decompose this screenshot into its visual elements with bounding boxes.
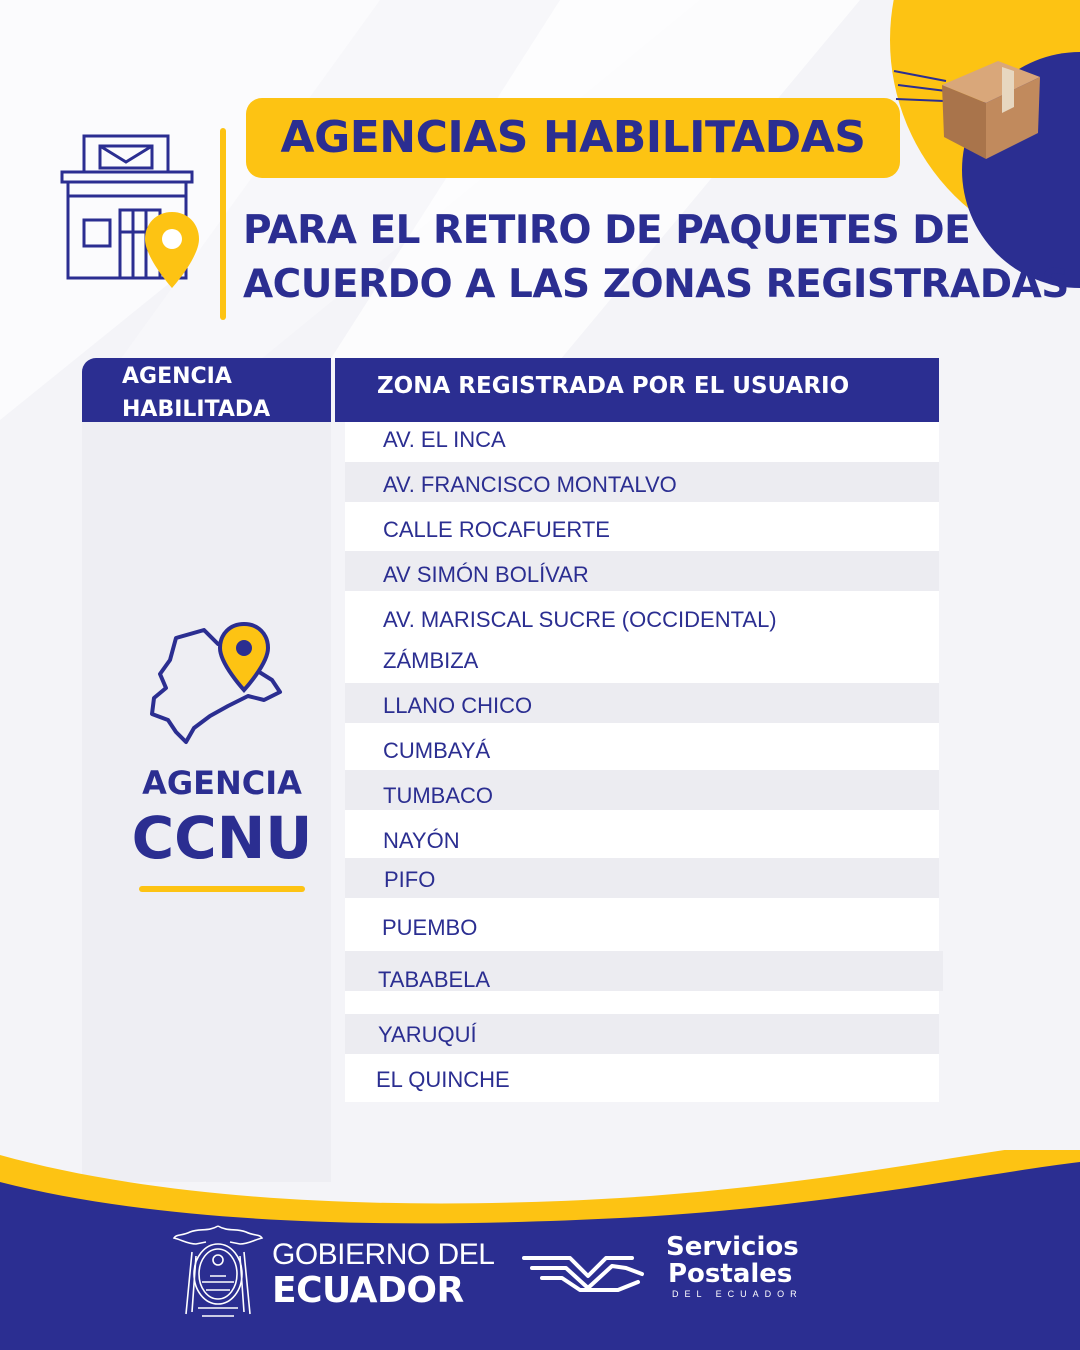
zone-item: LLANO CHICO xyxy=(383,693,533,718)
zone-item: YARUQUÍ xyxy=(378,1022,477,1047)
zone-item: TUMBACO xyxy=(383,783,493,808)
zone-item: EL QUINCHE xyxy=(376,1067,510,1092)
zone-item: ZÁMBIZA xyxy=(383,648,479,673)
zone-item: NAYÓN xyxy=(383,828,460,853)
zone-item: AV. EL INCA xyxy=(383,427,506,452)
page-title: AGENCIAS HABILITADAS xyxy=(280,112,866,163)
zone-item: PUEMBO xyxy=(382,915,478,940)
zone-item: PIFO xyxy=(384,867,436,892)
agency-column-header xyxy=(82,358,331,422)
map-pin-icon xyxy=(146,618,290,748)
header-divider xyxy=(220,128,226,320)
page-subtitle xyxy=(243,204,1073,312)
gobierno-line-1: GOBIERNO DEL xyxy=(272,1238,495,1271)
ecuador-coat-of-arms-icon xyxy=(172,1222,264,1322)
zone-column-header xyxy=(335,358,939,422)
servicios-postales-line-2: Postales xyxy=(668,1259,793,1289)
zone-item: CUMBAYÁ xyxy=(383,738,491,763)
zone-column-header-label: ZONA REGISTRADA POR EL USUARIO xyxy=(377,373,850,399)
servicios-postales-line-1: Servicios xyxy=(666,1232,799,1262)
servicios-postales-line-3: DEL ECUADOR xyxy=(672,1289,803,1299)
footer-band xyxy=(0,1150,1080,1350)
agency-label-line-1: AGENCIA xyxy=(142,764,302,802)
zone-item: AV SIMÓN BOLÍVAR xyxy=(383,562,589,587)
location-pin-icon xyxy=(143,210,201,290)
agency-underline xyxy=(139,886,305,892)
zone-item: AV. MARISCAL SUCRE (OCCIDENTAL) xyxy=(383,607,777,632)
zone-item: CALLE ROCAFUERTE xyxy=(383,517,610,542)
subtitle-line-2: ACUERDO A LAS ZONAS REGISTRADAS xyxy=(243,262,1069,307)
title-banner xyxy=(246,98,900,178)
gobierno-line-2: ECUADOR xyxy=(272,1270,464,1311)
agency-column-header-label: AGENCIA HABILITADA xyxy=(122,364,271,422)
agency-label-line-2: CCNU xyxy=(131,804,313,872)
zone-item: AV. FRANCISCO MONTALVO xyxy=(383,472,677,497)
agency-column xyxy=(82,422,331,1182)
zone-item: TABABELA xyxy=(378,967,491,992)
package-box-icon xyxy=(890,55,1050,165)
subtitle-line-1: PARA EL RETIRO DE PAQUETES DE xyxy=(243,208,971,253)
servicios-postales-logo-icon xyxy=(522,1252,662,1296)
